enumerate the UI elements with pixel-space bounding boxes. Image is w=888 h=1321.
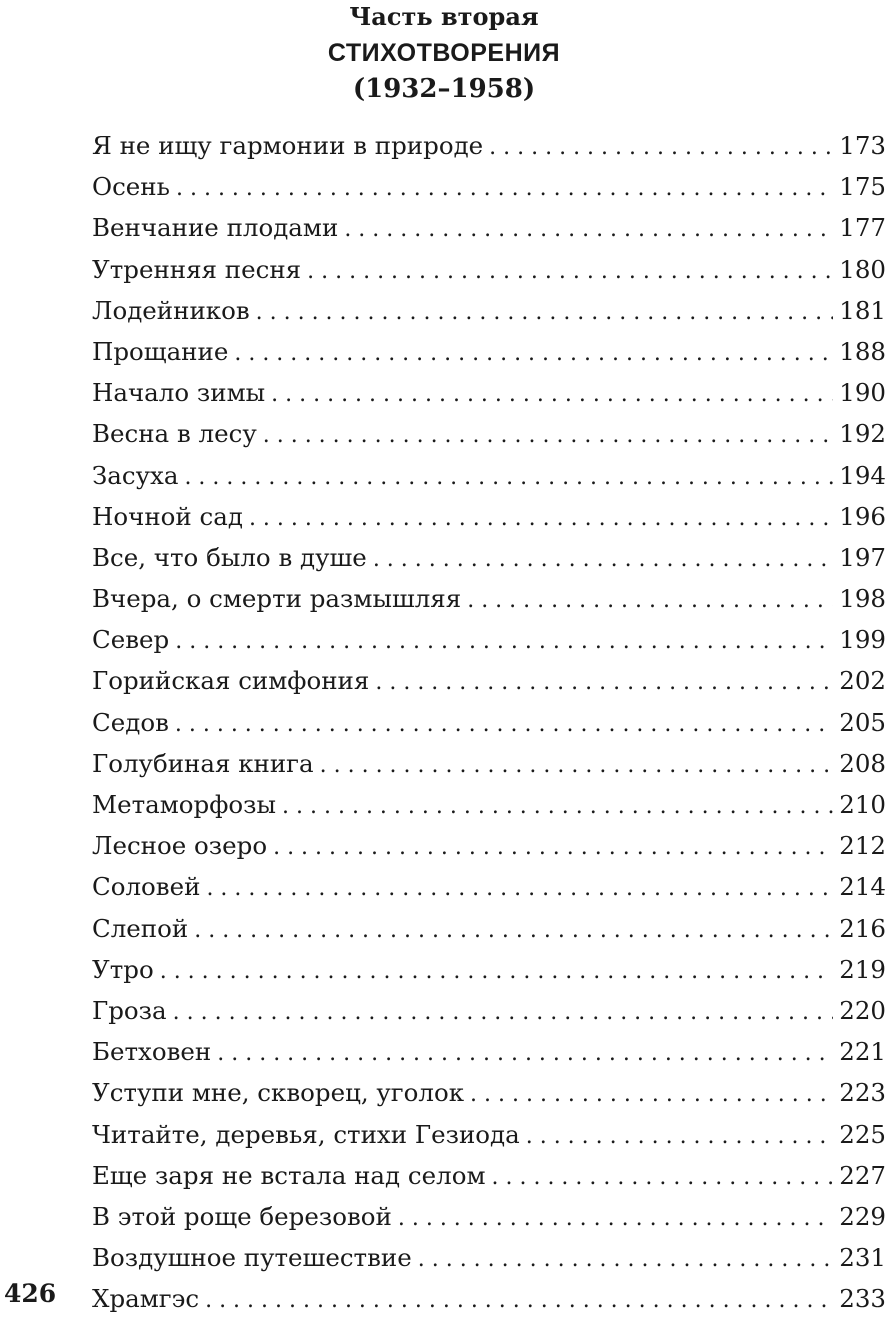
toc-entry-page: 219 xyxy=(839,954,886,984)
toc-entry-page: 229 xyxy=(839,1201,886,1231)
toc-entry xyxy=(92,784,886,825)
dot-leader xyxy=(373,539,833,580)
toc-entry-page: 197 xyxy=(839,542,886,572)
toc-entry-title: Все, что было в душе xyxy=(92,542,367,572)
dot-leader xyxy=(271,374,833,415)
toc-entry-title: Утро xyxy=(92,954,154,984)
part-title: Часть вторая xyxy=(349,2,539,31)
toc-entry xyxy=(92,743,886,784)
dot-leader xyxy=(282,786,833,827)
toc-entry xyxy=(92,1031,886,1072)
toc-entry-title: Я не ищу гармонии в природе xyxy=(92,131,484,160)
toc-entry-title: Гроза xyxy=(92,995,167,1025)
toc-entry-title: Воздушное путешествие xyxy=(92,1243,412,1273)
dot-leader xyxy=(256,292,834,333)
toc-entry xyxy=(92,825,886,866)
dot-leader xyxy=(175,621,833,662)
dot-leader xyxy=(234,333,833,374)
toc-entry-title: Слепой xyxy=(92,913,189,943)
toc-entry xyxy=(92,949,886,990)
toc-entry-page: 223 xyxy=(839,1078,886,1108)
toc-entry-title: В этой роще березовой xyxy=(92,1201,392,1231)
page-number: 426 xyxy=(4,1279,57,1308)
toc-entry-page: 212 xyxy=(839,831,886,861)
toc-entry xyxy=(92,908,886,949)
toc-entry-page: 177 xyxy=(839,213,886,243)
toc-entry xyxy=(92,1278,886,1319)
toc-entry xyxy=(92,413,886,454)
toc-entry-page: 175 xyxy=(839,172,886,202)
dot-leader xyxy=(526,1116,834,1157)
toc-entry xyxy=(92,207,886,248)
toc-entry-title: Лодейников xyxy=(92,295,250,325)
toc-entry-title: Утренняя песня xyxy=(92,254,302,284)
dot-leader xyxy=(175,704,833,745)
toc-entry-title: Уступи мне, скворец, уголок xyxy=(92,1078,465,1108)
toc-entry-page: 216 xyxy=(839,913,886,943)
toc-entry-title: Венчание плодами xyxy=(92,213,339,243)
toc-entry xyxy=(92,619,886,660)
toc-entry-page: 221 xyxy=(839,1037,886,1067)
section-years: (1932–1958) xyxy=(352,74,536,104)
table-of-contents xyxy=(92,125,886,1319)
toc-entry-page: 196 xyxy=(839,501,886,531)
toc-entry-page: 198 xyxy=(839,584,886,614)
toc-entry-title: Метаморфозы xyxy=(92,790,277,819)
toc-entry-title: Прощание xyxy=(92,336,229,366)
dot-leader xyxy=(489,127,833,168)
toc-entry-page: 188 xyxy=(839,336,886,366)
toc-entry-title: Засуха xyxy=(92,460,179,490)
toc-entry xyxy=(92,372,886,413)
toc-entry-page: 202 xyxy=(839,666,886,696)
dot-leader xyxy=(176,168,833,209)
toc-entry xyxy=(92,290,886,331)
toc-entry-title: Голубиная книга xyxy=(92,748,314,778)
toc-entry-page: 194 xyxy=(839,460,886,490)
toc-entry xyxy=(92,537,886,578)
toc-entry-page: 220 xyxy=(839,995,886,1025)
dot-leader xyxy=(194,910,833,951)
toc-entry xyxy=(92,1072,886,1113)
dot-leader xyxy=(160,951,834,992)
dot-leader xyxy=(217,1033,833,1074)
toc-entry-title: Начало зимы xyxy=(92,378,266,408)
toc-entry xyxy=(92,1114,886,1155)
dot-leader xyxy=(418,1239,834,1280)
toc-entry-page: 231 xyxy=(839,1243,886,1273)
toc-entry xyxy=(92,1237,886,1278)
toc-entry xyxy=(92,990,886,1031)
dot-leader xyxy=(173,992,834,1033)
dot-leader xyxy=(249,498,833,539)
dot-leader xyxy=(467,580,833,621)
toc-entry-page: 208 xyxy=(839,748,886,778)
toc-entry xyxy=(92,125,886,166)
toc-entry xyxy=(92,166,886,207)
toc-entry-title: Север xyxy=(92,625,170,655)
toc-entry-page: 205 xyxy=(839,707,886,737)
toc-entry-title: Соловей xyxy=(92,872,201,902)
toc-entry-page: 210 xyxy=(839,790,886,819)
toc-entry-page: 214 xyxy=(839,872,886,902)
toc-entry-page: 173 xyxy=(839,131,886,160)
toc-entry xyxy=(92,578,886,619)
section-title: СТИХОТВОРЕНИЯ xyxy=(327,39,561,67)
toc-entry xyxy=(92,331,886,372)
toc-entry xyxy=(92,660,886,701)
dot-leader xyxy=(206,868,833,909)
toc-entry-title: Еще заря не встала над селом xyxy=(92,1160,486,1190)
dot-leader xyxy=(273,827,833,868)
toc-entry-title: Весна в лесу xyxy=(92,419,257,449)
dot-leader xyxy=(307,251,833,292)
toc-entry-title: Читайте, деревья, стихи Гезиода xyxy=(92,1119,520,1149)
dot-leader xyxy=(398,1198,833,1239)
dot-leader xyxy=(205,1280,833,1321)
dot-leader xyxy=(470,1074,833,1115)
dot-leader xyxy=(263,415,834,456)
dot-leader xyxy=(492,1157,834,1198)
toc-entry-page: 180 xyxy=(839,254,886,284)
toc-entry-title: Ночной сад xyxy=(92,501,243,531)
toc-entry-title: Храмгэс xyxy=(92,1284,200,1314)
toc-entry-title: Вчера, о смерти размышляя xyxy=(92,584,462,614)
toc-entry xyxy=(92,702,886,743)
toc-entry-title: Бетховен xyxy=(92,1037,212,1067)
dot-leader xyxy=(344,209,833,250)
toc-entry xyxy=(92,1155,886,1196)
toc-entry xyxy=(92,455,886,496)
dot-leader xyxy=(375,662,833,703)
toc-entry-page: 192 xyxy=(839,419,886,449)
toc-entry-title: Лесное озеро xyxy=(92,831,268,861)
toc-entry-page: 225 xyxy=(839,1119,886,1149)
toc-entry-page: 181 xyxy=(839,295,886,325)
toc-entry xyxy=(92,496,886,537)
toc-entry-title: Седов xyxy=(92,707,169,737)
toc-entry-page: 233 xyxy=(839,1284,886,1314)
toc-entry-title: Горийская симфония xyxy=(92,666,370,696)
toc-entry xyxy=(92,1196,886,1237)
toc-entry-title: Осень xyxy=(92,172,170,202)
dot-leader xyxy=(184,457,833,498)
toc-entry-page: 199 xyxy=(839,625,886,655)
toc-entry-page: 190 xyxy=(839,378,886,408)
toc-entry-page: 227 xyxy=(839,1160,886,1190)
toc-entry xyxy=(92,249,886,290)
dot-leader xyxy=(320,745,834,786)
toc-entry xyxy=(92,866,886,907)
